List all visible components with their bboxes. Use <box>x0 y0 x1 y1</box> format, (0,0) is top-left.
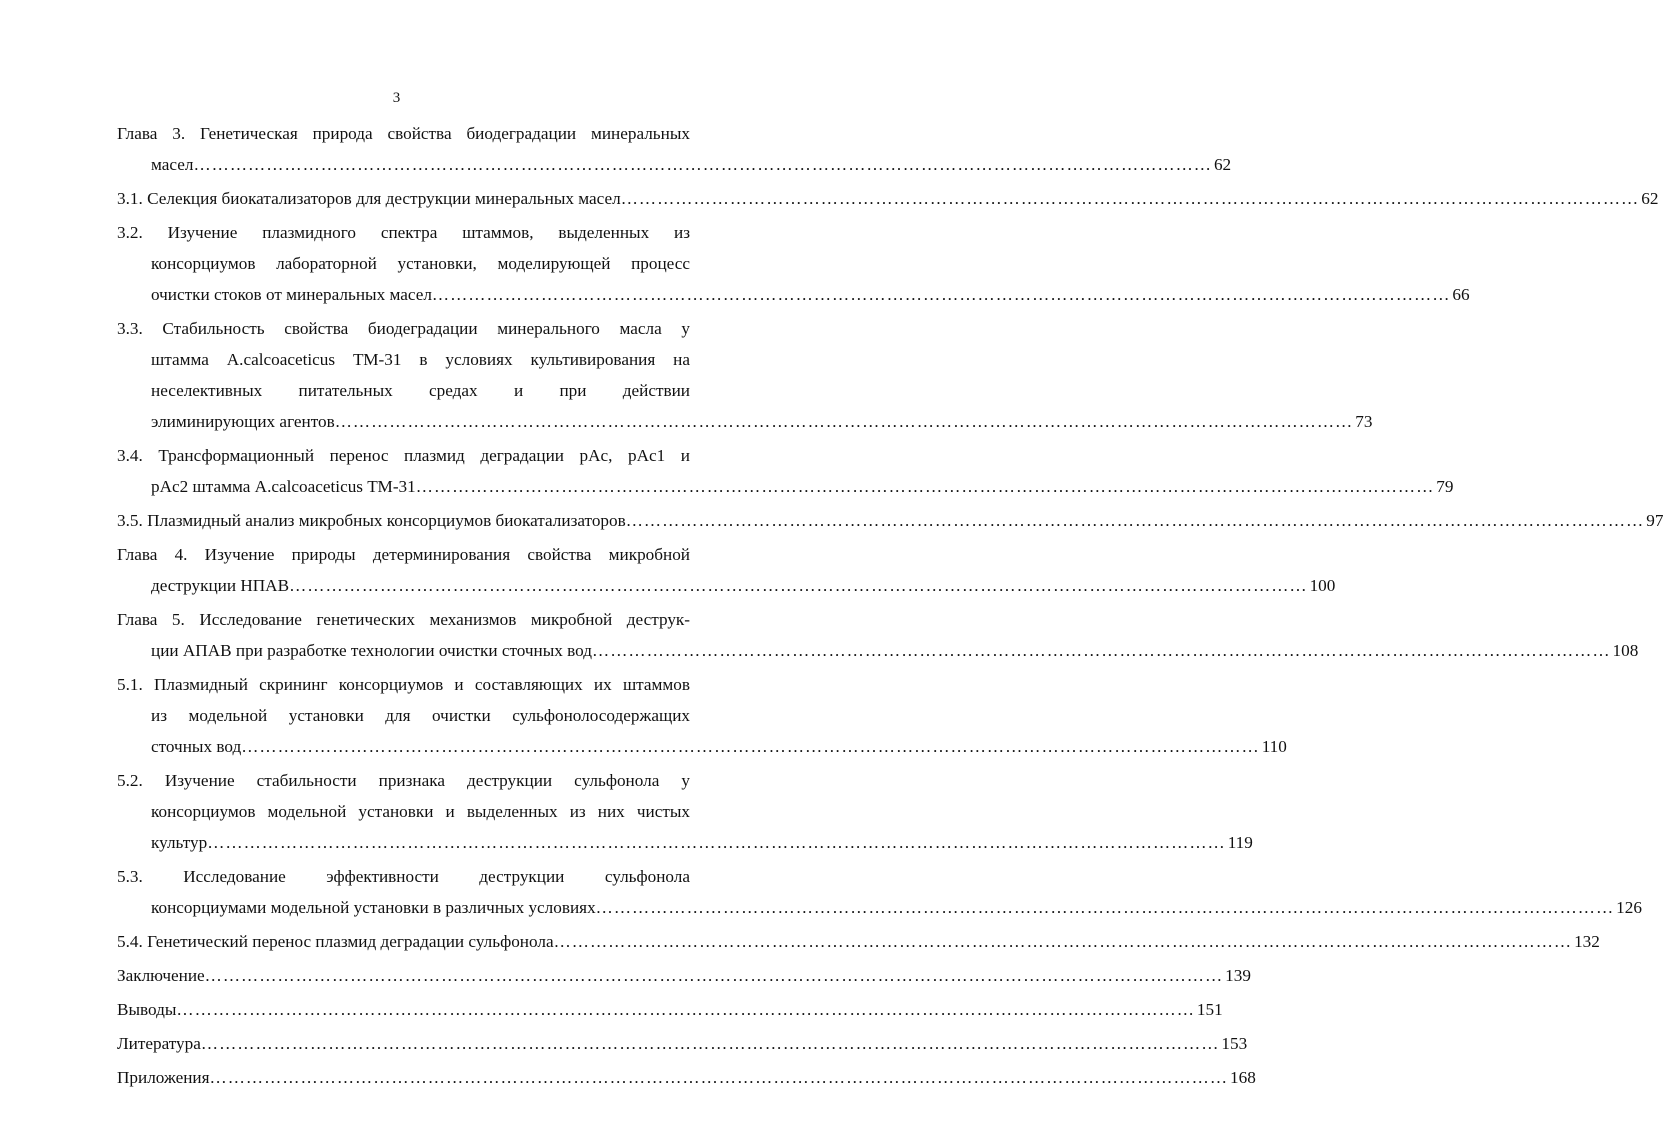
toc-entry <box>117 118 1232 180</box>
dot-leader <box>201 1034 1220 1053</box>
dot-leader <box>210 1068 1229 1087</box>
toc-entry-title: культур <box>151 833 208 852</box>
toc-entry-line: Глава 3. Генетическая природа свойства биодеградации минеральных <box>117 124 690 143</box>
toc-entry <box>117 765 1253 858</box>
toc-entry-line: 5.2. Изучение стабильности признака деструкции сульфонола у <box>117 771 690 790</box>
toc-entry-page: 139 <box>1225 966 1251 985</box>
toc-entry <box>117 313 1373 437</box>
toc-entry-leader-line <box>117 892 1642 923</box>
toc-entry-title: Выводы <box>117 1000 177 1019</box>
dot-leader <box>193 155 1212 174</box>
toc-entry <box>117 1062 1256 1093</box>
toc-entry-page: 126 <box>1616 898 1642 917</box>
toc-entry-leader-line <box>117 994 1223 1025</box>
dot-leader <box>621 189 1640 208</box>
toc-entry-line: Глава 4. Изучение природы детерминирования свойства микробной <box>117 545 690 564</box>
toc-entry-leader-line <box>117 570 1336 601</box>
toc-entry-leader-line <box>117 149 1232 180</box>
dot-leader <box>289 576 1308 595</box>
toc-entry-leader-line <box>117 279 1470 310</box>
toc-entry-leader-line <box>117 471 1454 502</box>
dot-leader <box>592 641 1611 660</box>
toc-entry <box>117 926 1600 957</box>
toc-entry-title: консорциумами модельной установки в различных условиях <box>151 898 596 917</box>
toc-entry-page: 79 <box>1436 477 1454 496</box>
toc-entry-leader-line <box>117 960 1251 991</box>
dot-leader <box>432 285 1451 304</box>
toc-entry-line: из модельной установки для очистки сульфонолосодержащих <box>151 706 690 725</box>
toc-entry-leader-line <box>117 1062 1256 1093</box>
toc-entry-title: 3.1. Селекция биокатализаторов для деструкции минеральных масел <box>117 189 621 208</box>
toc-entry <box>117 440 1454 502</box>
toc-entry-title: 5.4. Генетический перенос плазмид деградации сульфонола <box>117 932 554 951</box>
toc-entry-leader-line <box>117 827 1253 858</box>
toc-entry <box>117 217 1470 310</box>
toc-entry-title: масел <box>151 155 194 174</box>
toc-entry-line: консорциумов лабораторной установки, моделирующей процесс <box>151 254 690 273</box>
toc-entry-title: pAc2 штамма A.calcoaceticus ТМ-31 <box>151 477 416 496</box>
toc-entry-page: 168 <box>1230 1068 1256 1087</box>
toc-entry-line: консорциумов модельной установки и выделенных из них чистых <box>151 802 690 821</box>
toc-entry-title: Литература <box>117 1034 201 1053</box>
toc-entry-line: Глава 5. Исследование генетических механизмов микробной деструк- <box>117 610 690 629</box>
toc-entry-page: 108 <box>1612 641 1639 660</box>
toc-entry-line: 3.2. Изучение плазмидного спектра штаммов, выделенных из <box>117 223 690 242</box>
dot-leader <box>207 833 1226 852</box>
toc-entry-line: штамма A.calcoaceticus ТМ-31 в условиях культивирования на <box>151 350 690 369</box>
toc-entry-line: 5.1. Плазмидный скрининг консорциумов и составляющих их штаммов <box>117 675 690 694</box>
toc-entry-page: 62 <box>1213 155 1232 174</box>
dot-leader <box>241 737 1260 756</box>
toc-entry <box>117 994 1223 1025</box>
toc-entry-line: 3.4. Трансформационный перенос плазмид деградации pAc, pAc1 и <box>117 446 690 465</box>
toc-entry <box>117 960 1251 991</box>
page-number: 3 <box>392 90 401 106</box>
toc-entry-page: 100 <box>1309 576 1336 595</box>
toc-entry-leader-line <box>117 1028 1248 1059</box>
dot-leader <box>335 412 1354 431</box>
toc-entry-page: 119 <box>1227 833 1253 852</box>
toc-entry <box>117 1028 1248 1059</box>
toc-entry <box>117 539 1336 601</box>
toc-entry <box>117 505 1663 536</box>
toc-entry-page: 73 <box>1355 412 1373 431</box>
toc-entry-leader-line <box>117 406 1373 437</box>
toc-entry-leader-line <box>117 505 1663 536</box>
toc-entry-page: 110 <box>1261 737 1287 756</box>
toc-entry <box>117 669 1287 762</box>
toc-entry-line: 3.3. Стабильность свойства биодеградации минерального масла у <box>117 319 690 338</box>
toc-entry <box>117 861 1642 923</box>
toc-entry-page: 97 <box>1646 511 1663 530</box>
dot-leader <box>205 966 1224 985</box>
toc-entry-title: 3.5. Плазмидный анализ микробных консорциумов биокатализаторов <box>117 511 626 530</box>
toc-entry-title: Заключение <box>117 966 205 985</box>
toc-entry-leader-line <box>117 731 1287 762</box>
dot-leader <box>596 898 1615 917</box>
dot-leader <box>554 932 1573 951</box>
dot-leader <box>176 1000 1195 1019</box>
toc-entry-leader-line <box>117 635 1639 666</box>
toc-entry-leader-line <box>117 183 1659 214</box>
toc-entry-title: очистки стоков от минеральных масел <box>151 285 432 304</box>
table-of-contents <box>117 118 1663 1093</box>
toc-entry-line: неселективных питательных средах и при действии <box>151 381 690 400</box>
dot-leader <box>416 477 1435 496</box>
toc-entry-title: деструкции НПАВ <box>151 576 290 595</box>
toc-entry-leader-line <box>117 926 1600 957</box>
toc-entry-title: Приложения <box>117 1068 210 1087</box>
toc-entry-line: 5.3. Исследование эффективности деструкции сульфонола <box>117 867 690 886</box>
toc-entry-page: 151 <box>1196 1000 1223 1019</box>
toc-entry-title: ции АПАВ при разработке технологии очистки сточных вод <box>151 641 593 660</box>
toc-entry <box>117 604 1639 666</box>
toc-entry-page: 153 <box>1221 1034 1248 1053</box>
toc-entry <box>117 183 1659 214</box>
toc-entry-title: элиминирующих агентов <box>151 412 335 431</box>
toc-entry-page: 66 <box>1452 285 1470 304</box>
dot-leader <box>626 511 1645 530</box>
toc-entry-page: 132 <box>1574 932 1600 951</box>
toc-entry-title: сточных вод <box>151 737 242 756</box>
toc-entry-page: 62 <box>1641 189 1659 208</box>
